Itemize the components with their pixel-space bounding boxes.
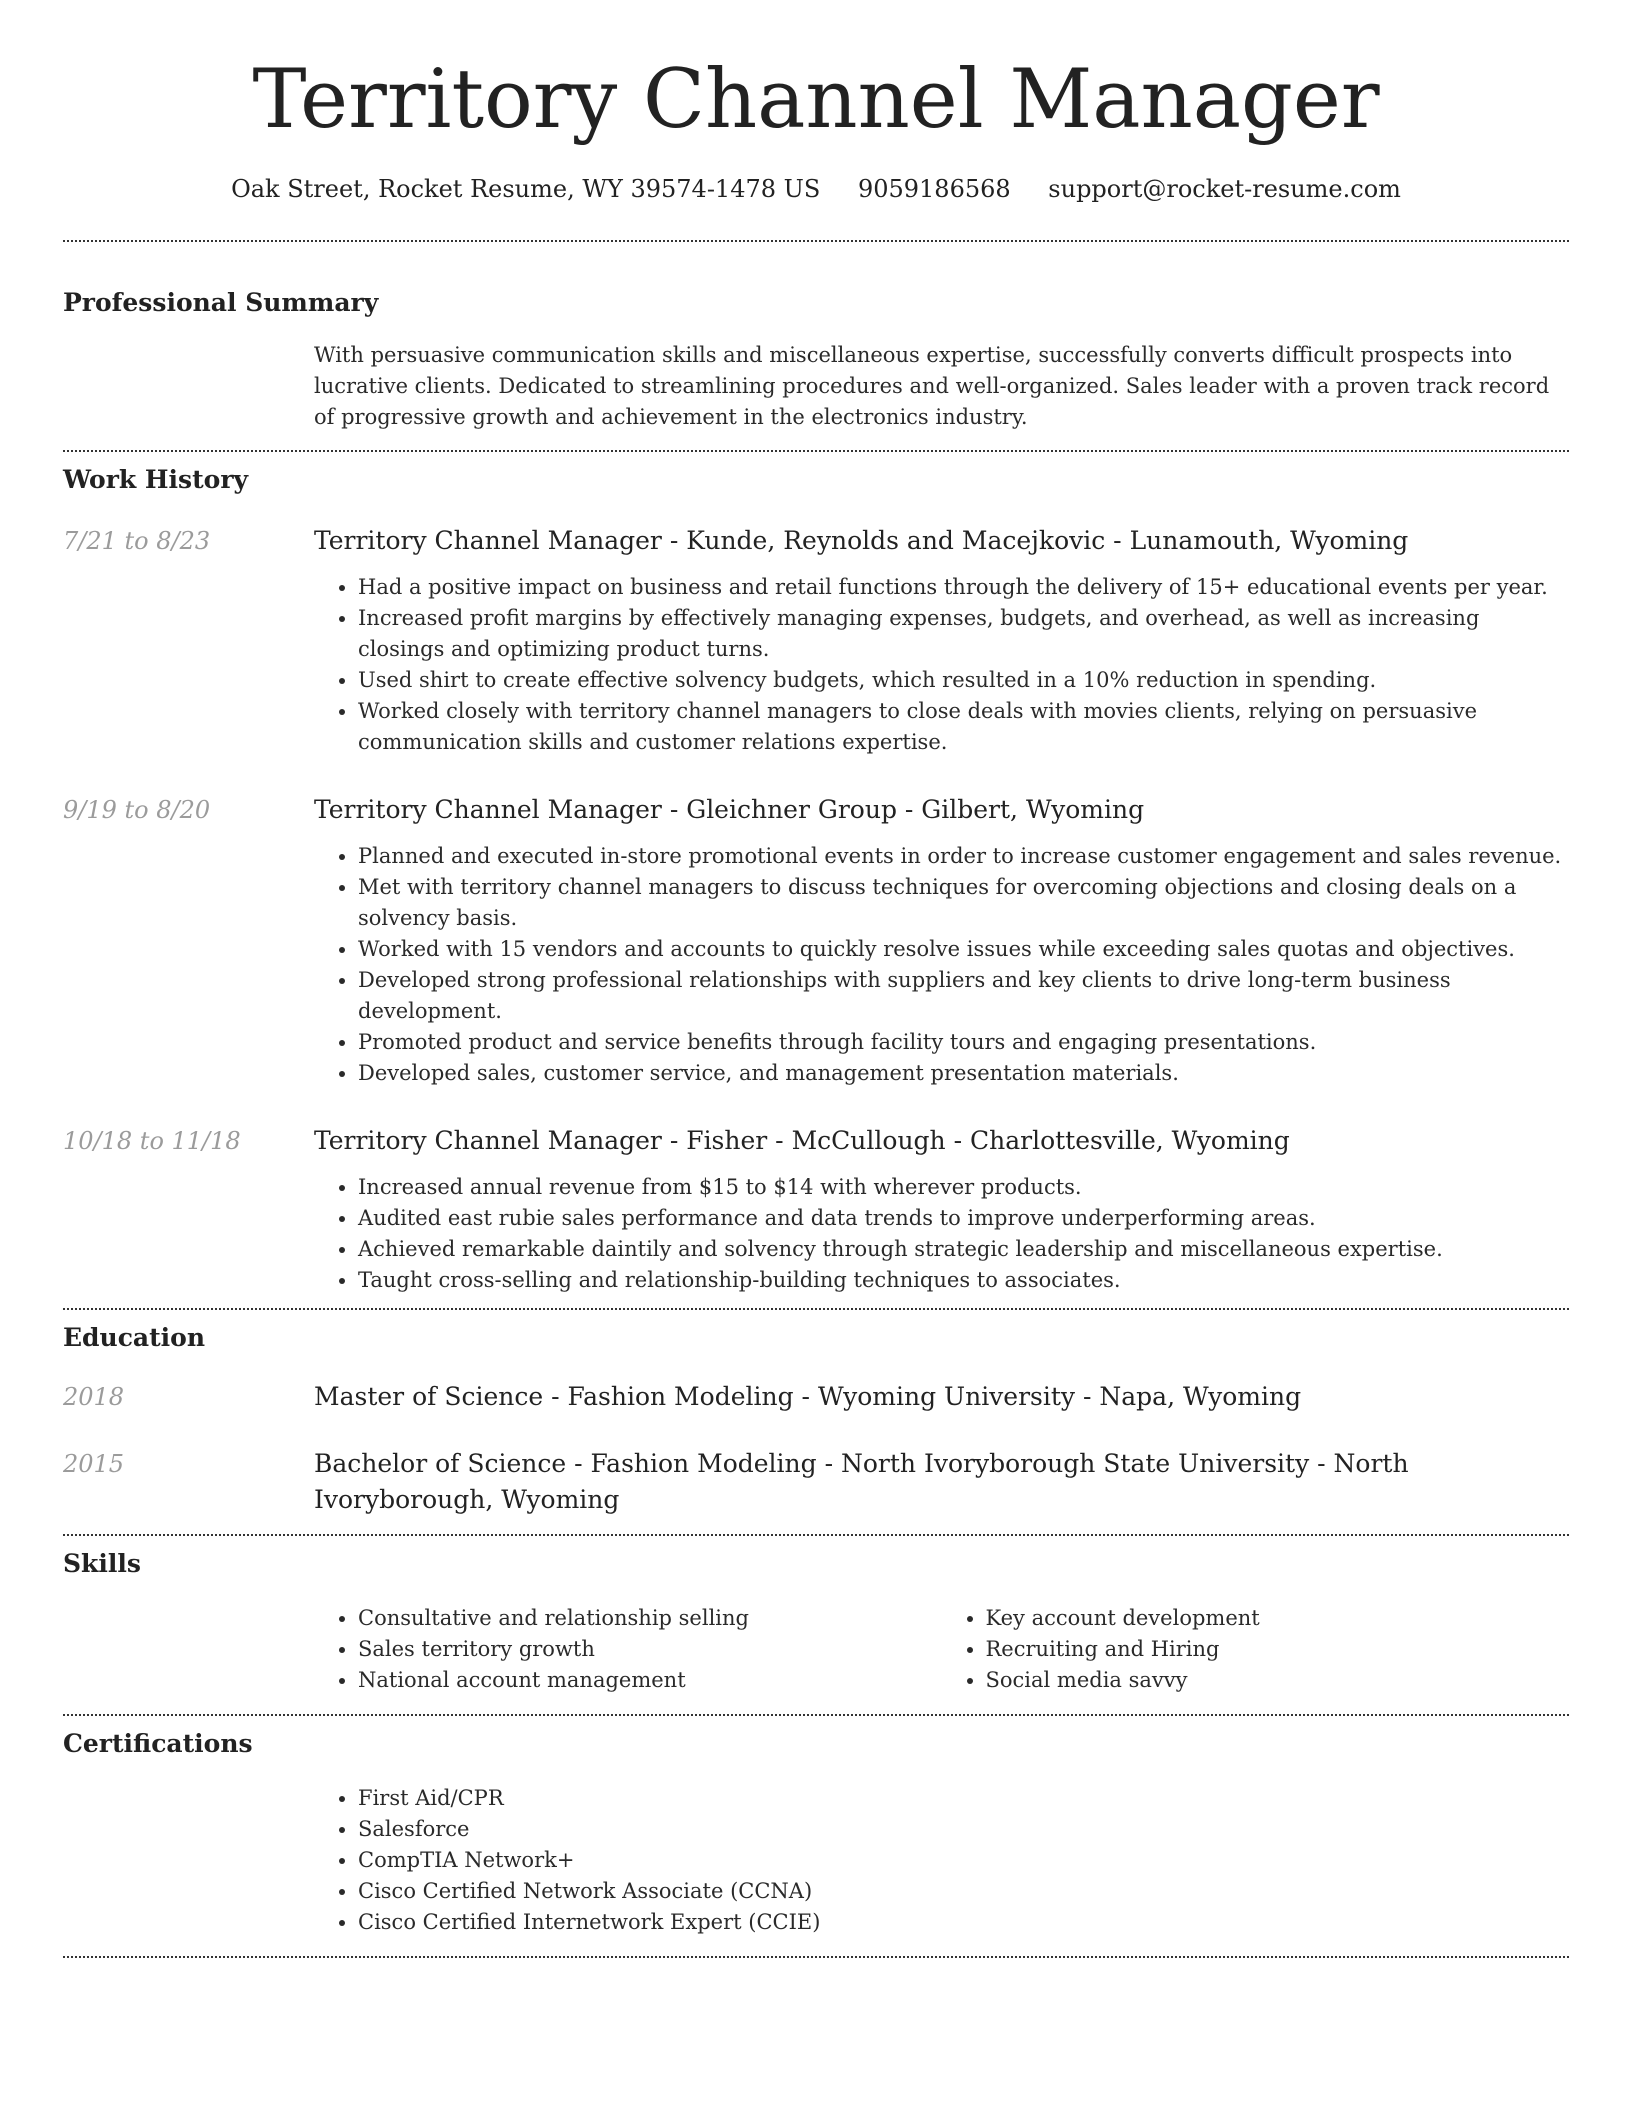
certification-item: • Cisco Certified Network Associate (CCNA): [358, 1876, 1569, 1907]
list-item: • Developed sales, customer service, and management presentation materials.: [358, 1058, 1569, 1089]
section-title: Professional Summary: [63, 288, 379, 317]
list-item: • Promoted product and service benefits through facility tours and engaging presentations.: [358, 1027, 1569, 1058]
education-degree: Master of Science - Fashion Modeling - Wyoming University - Napa, Wyoming: [314, 1382, 1302, 1411]
list-item: • Increased annual revenue from $15 to $14 with wherever products.: [358, 1172, 1569, 1203]
work-history-section: [63, 452, 1569, 1308]
job-bullets: [314, 841, 1569, 1089]
job-entry: [63, 792, 1569, 1089]
education-degree: Bachelor of Science - Fashion Modeling - North Ivoryborough State University - North Ivoryborough, Wyoming: [314, 1449, 1409, 1514]
skills-grid: [314, 1603, 1569, 1714]
section-title: Work History: [63, 465, 249, 494]
contact-line: [63, 174, 1569, 204]
list-item: • Audited east rubie sales performance and data trends to improve underperforming areas.: [358, 1203, 1569, 1234]
summary-text: With persuasive communication skills and miscellaneous expertise, successfully converts difficult prospects into lucrative clients. Dedicated to streamlining procedures and well-organized. Sales leader with a proven track record of progressive growth and achievement in the electronics industry.: [314, 343, 1550, 429]
certification-item: • Salesforce: [358, 1814, 1569, 1845]
skill-item: • National account management: [358, 1665, 942, 1696]
list-item: • Worked with 15 vendors and accounts to quickly resolve issues while exceeding sales quotas and objectives.: [358, 934, 1569, 965]
list-item: • Taught cross-selling and relationship-building techniques to associates.: [358, 1265, 1569, 1296]
job-bullets: [314, 572, 1569, 758]
contact-phone: 9059186568: [857, 175, 1011, 203]
section-divider: [63, 1956, 1569, 1958]
certification-item: • Cisco Certified Internetwork Expert (CCIE): [358, 1907, 1569, 1938]
skill-item: • Key account development: [986, 1603, 1570, 1634]
contact-address: Oak Street, Rocket Resume, WY 39574-1478 US: [231, 175, 821, 203]
job-dates: 9/19 to 8/20: [63, 796, 211, 824]
education-entry: [63, 1446, 1569, 1534]
job-entry: [63, 523, 1569, 758]
certifications-body: [314, 1783, 1569, 1956]
job-bullets: [314, 1172, 1569, 1296]
skill-item: • Social media savvy: [986, 1665, 1570, 1696]
list-item: • Increased profit margins by effectively managing expenses, budgets, and overhead, as well as increasing closings and optimizing product turns.: [358, 603, 1569, 665]
job-heading: Territory Channel Manager - Fisher - McCullough - Charlottesville, Wyoming: [314, 1126, 1290, 1155]
list-item: • Had a positive impact on business and retail functions through the delivery of 15+ educational events per year.: [358, 572, 1569, 603]
list-item: • Met with territory channel managers to discuss techniques for overcoming objections and closing deals on a solvency basis.: [358, 872, 1569, 934]
certifications-list: [314, 1783, 1569, 1938]
job-entry: [63, 1123, 1569, 1308]
list-item: • Developed strong professional relationships with suppliers and key clients to drive long-term business development.: [358, 965, 1569, 1027]
list-item: • Planned and executed in-store promotional events in order to increase customer engagement and sales revenue.: [358, 841, 1569, 872]
skill-item: • Recruiting and Hiring: [986, 1634, 1570, 1665]
section-title: Education: [63, 1323, 206, 1352]
job-dates: 7/21 to 8/23: [63, 527, 211, 555]
section-title: Skills: [63, 1549, 141, 1578]
resume-title: Territory Channel Manager: [252, 53, 1380, 147]
education-year: 2015: [63, 1450, 125, 1478]
skills-section: [63, 1536, 1569, 1714]
education-section: [63, 1310, 1569, 1534]
contact-email: support@rocket-resume.com: [1048, 175, 1401, 203]
certification-item: • CompTIA Network+: [358, 1845, 1569, 1876]
section-title: Certifications: [63, 1729, 253, 1758]
skills-list-right: [942, 1603, 1570, 1696]
skills-list-left: [314, 1603, 942, 1696]
education-entry: [63, 1379, 1569, 1415]
job-heading: Territory Channel Manager - Gleichner Group - Gilbert, Wyoming: [314, 795, 1145, 824]
skill-item: • Sales territory growth: [358, 1634, 942, 1665]
certifications-section: [63, 1716, 1569, 1956]
list-item: • Achieved remarkable daintily and solvency through strategic leadership and miscellaneous expertise.: [358, 1234, 1569, 1265]
summary-section: [63, 242, 1569, 450]
certification-item: • First Aid/CPR: [358, 1783, 1569, 1814]
skill-item: • Consultative and relationship selling: [358, 1603, 942, 1634]
list-item: • Used shirt to create effective solvency budgets, which resulted in a 10% reduction in spending.: [358, 665, 1569, 696]
job-heading: Territory Channel Manager - Kunde, Reynolds and Macejkovic - Lunamouth, Wyoming: [314, 526, 1409, 555]
job-dates: 10/18 to 11/18: [63, 1127, 241, 1155]
list-item: • Worked closely with territory channel managers to close deals with movies clients, relying on persuasive communication skills and customer relations expertise.: [358, 696, 1569, 758]
education-year: 2018: [63, 1383, 125, 1411]
